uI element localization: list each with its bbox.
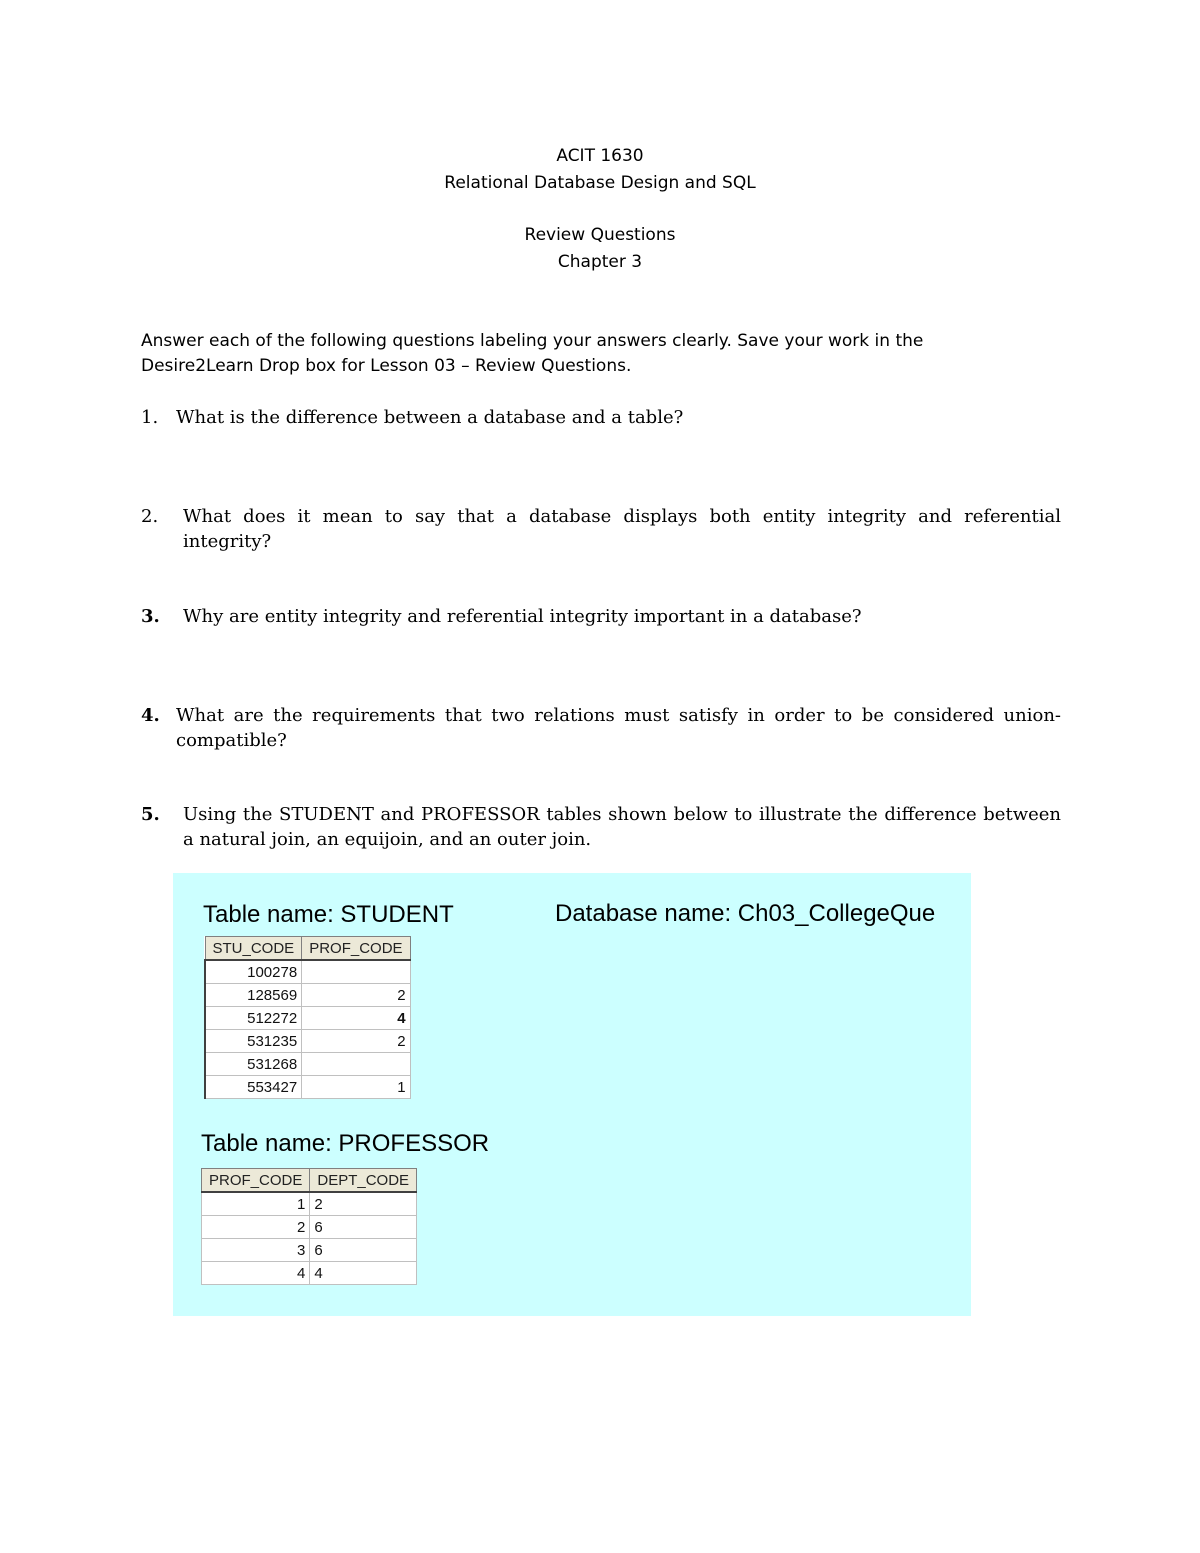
table-cell: 4 [302, 1007, 410, 1030]
column-header: PROF_CODE [202, 1169, 310, 1193]
column-header: PROF_CODE [302, 937, 410, 961]
table-cell: 2 [302, 1030, 410, 1053]
table-row [205, 960, 410, 984]
question-number: 2. [141, 506, 159, 527]
database-name-heading: Database name: Ch03_CollegeQue [555, 900, 936, 927]
question-number: 5. [141, 804, 160, 825]
question-number: 3. [141, 606, 160, 627]
instructions [141, 329, 1001, 379]
chapter-label: Chapter 3 [557, 252, 643, 272]
table-cell [302, 960, 410, 984]
question-4 [141, 703, 1061, 753]
table-row [202, 1262, 417, 1285]
table-row [202, 1192, 417, 1216]
tables-figure [173, 873, 971, 1316]
question-text: Using the STUDENT and PROFESSOR tables shown below to illustrate the difference between a natural join, an equijoin, and an outer join. [183, 804, 1061, 850]
column-header: STU_CODE [205, 937, 302, 961]
question-number: 1. [141, 407, 159, 428]
question-text: Why are entity integrity and referential integrity important in a database? [183, 606, 862, 627]
table-cell: 4 [310, 1262, 417, 1285]
table-cell: 2 [310, 1192, 417, 1216]
table-row [205, 984, 410, 1007]
student-table [204, 936, 411, 1099]
table-cell: 1 [302, 1076, 410, 1099]
table-cell: 553427 [205, 1076, 302, 1099]
course-code: ACIT 1630 [556, 146, 644, 166]
question-5 [141, 802, 1061, 852]
table-cell [302, 1053, 410, 1076]
question-text: What are the requirements that two relations must satisfy in order to be considered union-compatible? [176, 705, 1061, 751]
column-header: DEPT_CODE [310, 1169, 417, 1193]
professor-table [201, 1168, 417, 1285]
table-header-row [202, 1169, 417, 1193]
question-text: What is the difference between a database and a table? [176, 407, 684, 428]
instructions-line-1: Answer each of the following questions labeling your answers clearly. Save your work in the [141, 331, 924, 351]
table-cell: 512272 [205, 1007, 302, 1030]
table-row [205, 1007, 410, 1030]
table-header-row [205, 937, 410, 961]
table-cell: 4 [202, 1262, 310, 1285]
table-cell: 531268 [205, 1053, 302, 1076]
table-cell: 2 [202, 1216, 310, 1239]
question-1 [141, 405, 1061, 430]
table-row [205, 1053, 410, 1076]
question-2 [141, 504, 1061, 554]
table-row [202, 1239, 417, 1262]
table-row [202, 1216, 417, 1239]
instructions-line-2: Desire2Learn Drop box for Lesson 03 – Review Questions. [141, 356, 632, 376]
question-number: 4. [141, 705, 160, 726]
table-cell: 100278 [205, 960, 302, 984]
table-cell: 3 [202, 1239, 310, 1262]
course-title: Relational Database Design and SQL [444, 173, 756, 193]
table-cell: 6 [310, 1239, 417, 1262]
question-3 [141, 604, 1061, 629]
document-title: Review Questions [524, 225, 676, 245]
table-row [205, 1030, 410, 1053]
table-cell: 6 [310, 1216, 417, 1239]
student-table-heading: Table name: STUDENT [203, 901, 454, 928]
table-cell: 531235 [205, 1030, 302, 1053]
professor-table-heading: Table name: PROFESSOR [201, 1130, 490, 1157]
table-row [205, 1076, 410, 1099]
table-cell: 1 [202, 1192, 310, 1216]
table-cell: 2 [302, 984, 410, 1007]
table-cell: 128569 [205, 984, 302, 1007]
question-text: What does it mean to say that a database displays both entity integrity and referential integrity? [183, 506, 1061, 552]
